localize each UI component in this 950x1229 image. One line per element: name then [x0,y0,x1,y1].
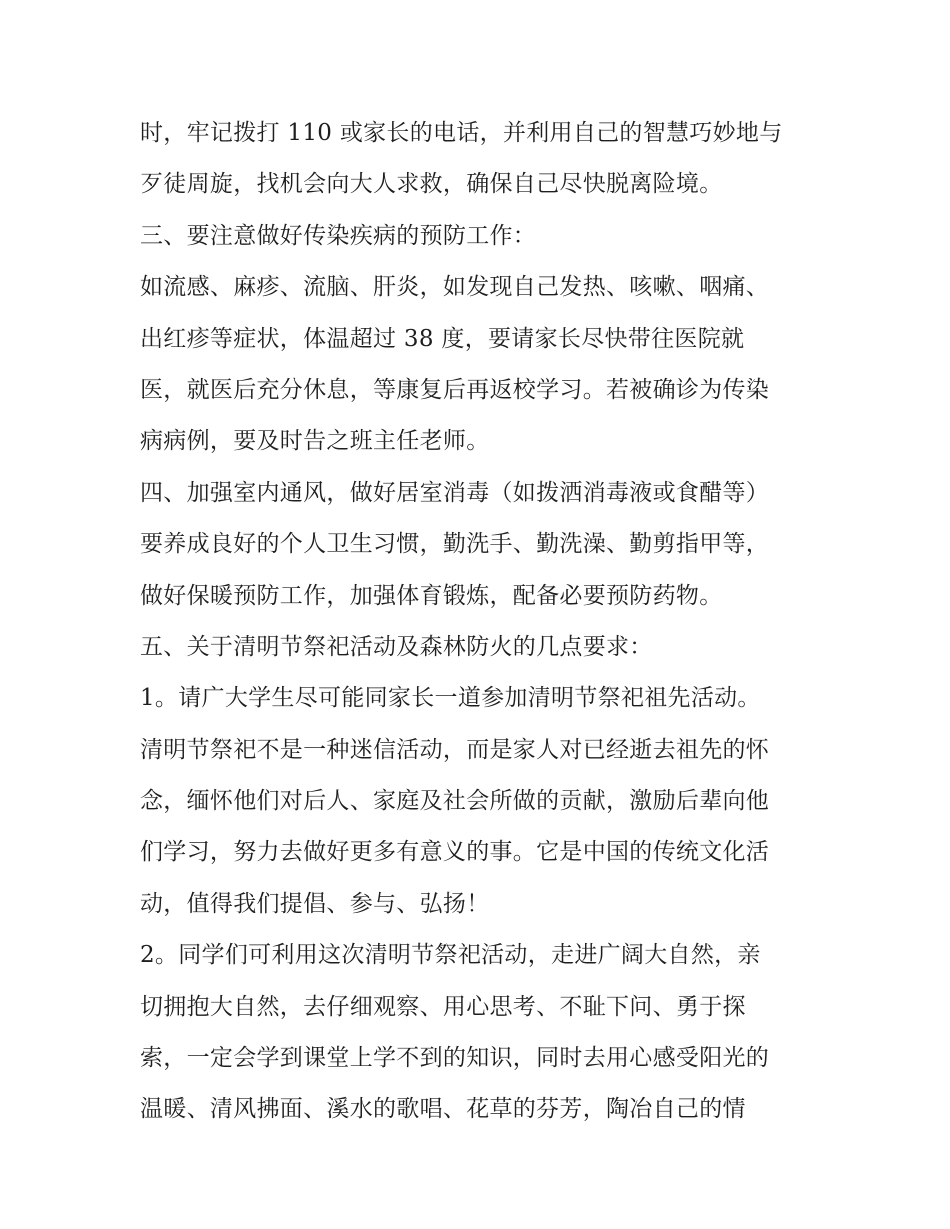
text-line: 清明节祭祀不是一种迷信活动，而是家人对已经逝去祖先的怀 [140,736,770,763]
text-line: 如流感、麻疹、流脑、肝炎，如发现自己发热、咳嗽、咽痛、 [140,274,770,301]
text-line: 时，牢记拨打 110 或家长的电话，并利用自己的智慧巧妙地与 [140,120,783,146]
text-line: 要养成良好的个人卫生习惯，勤洗手、勤洗澡、勤剪指甲等， [140,531,770,558]
body-text [140,108,820,1136]
text-line: 念，缅怀他们对后人、家庭及社会所做的贡献，激励后辈向他 [140,788,770,815]
text-line: 温暖、清风拂面、溪水的歌唱、花草的芬芳，陶冶自己的情 [140,1096,746,1123]
text-line: 切拥抱大自然，去仔细观察、用心思考、不耻下问、勇于探 [140,993,746,1020]
section-heading-3: 三、要注意做好传染疾病的预防工作： [140,222,537,249]
text-line: 出红疹等症状，体温超过 38 度，要请家长尽快带往医院就 [140,325,745,352]
text-line: 医，就医后充分休息，等康复后再返校学习。若被确诊为传染 [140,376,770,403]
list-item-2: 2。同学们可利用这次清明节祭祀活动，走进广阔大自然，亲 [140,942,761,969]
text-line: 动，值得我们提倡、参与、弘扬！ [140,890,490,917]
section-heading-5: 五、关于清明节祭祀活动及森林防火的几点要求： [140,633,653,660]
text-line: 病病例，要及时告之班主任老师。 [140,428,490,455]
text-line: 歹徒周旋，找机会向大人求救，确保自己尽快脱离险境。 [140,171,723,198]
text-line: 做好保暖预防工作，加强体育锻炼，配备必要预防药物。 [140,582,723,609]
list-item-1: 1。请广大学生尽可能同家长一道参加清明节祭祀祖先活动。 [140,685,761,712]
text-line: 们学习，努力去做好更多有意义的事。它是中国的传统文化活 [140,839,770,866]
section-heading-4: 四、加强室内通风，做好居室消毒（如拨洒消毒液或食醋等） [140,479,770,506]
text-line: 索，一定会学到课堂上学不到的知识，同时去用心感受阳光的 [140,1045,770,1072]
